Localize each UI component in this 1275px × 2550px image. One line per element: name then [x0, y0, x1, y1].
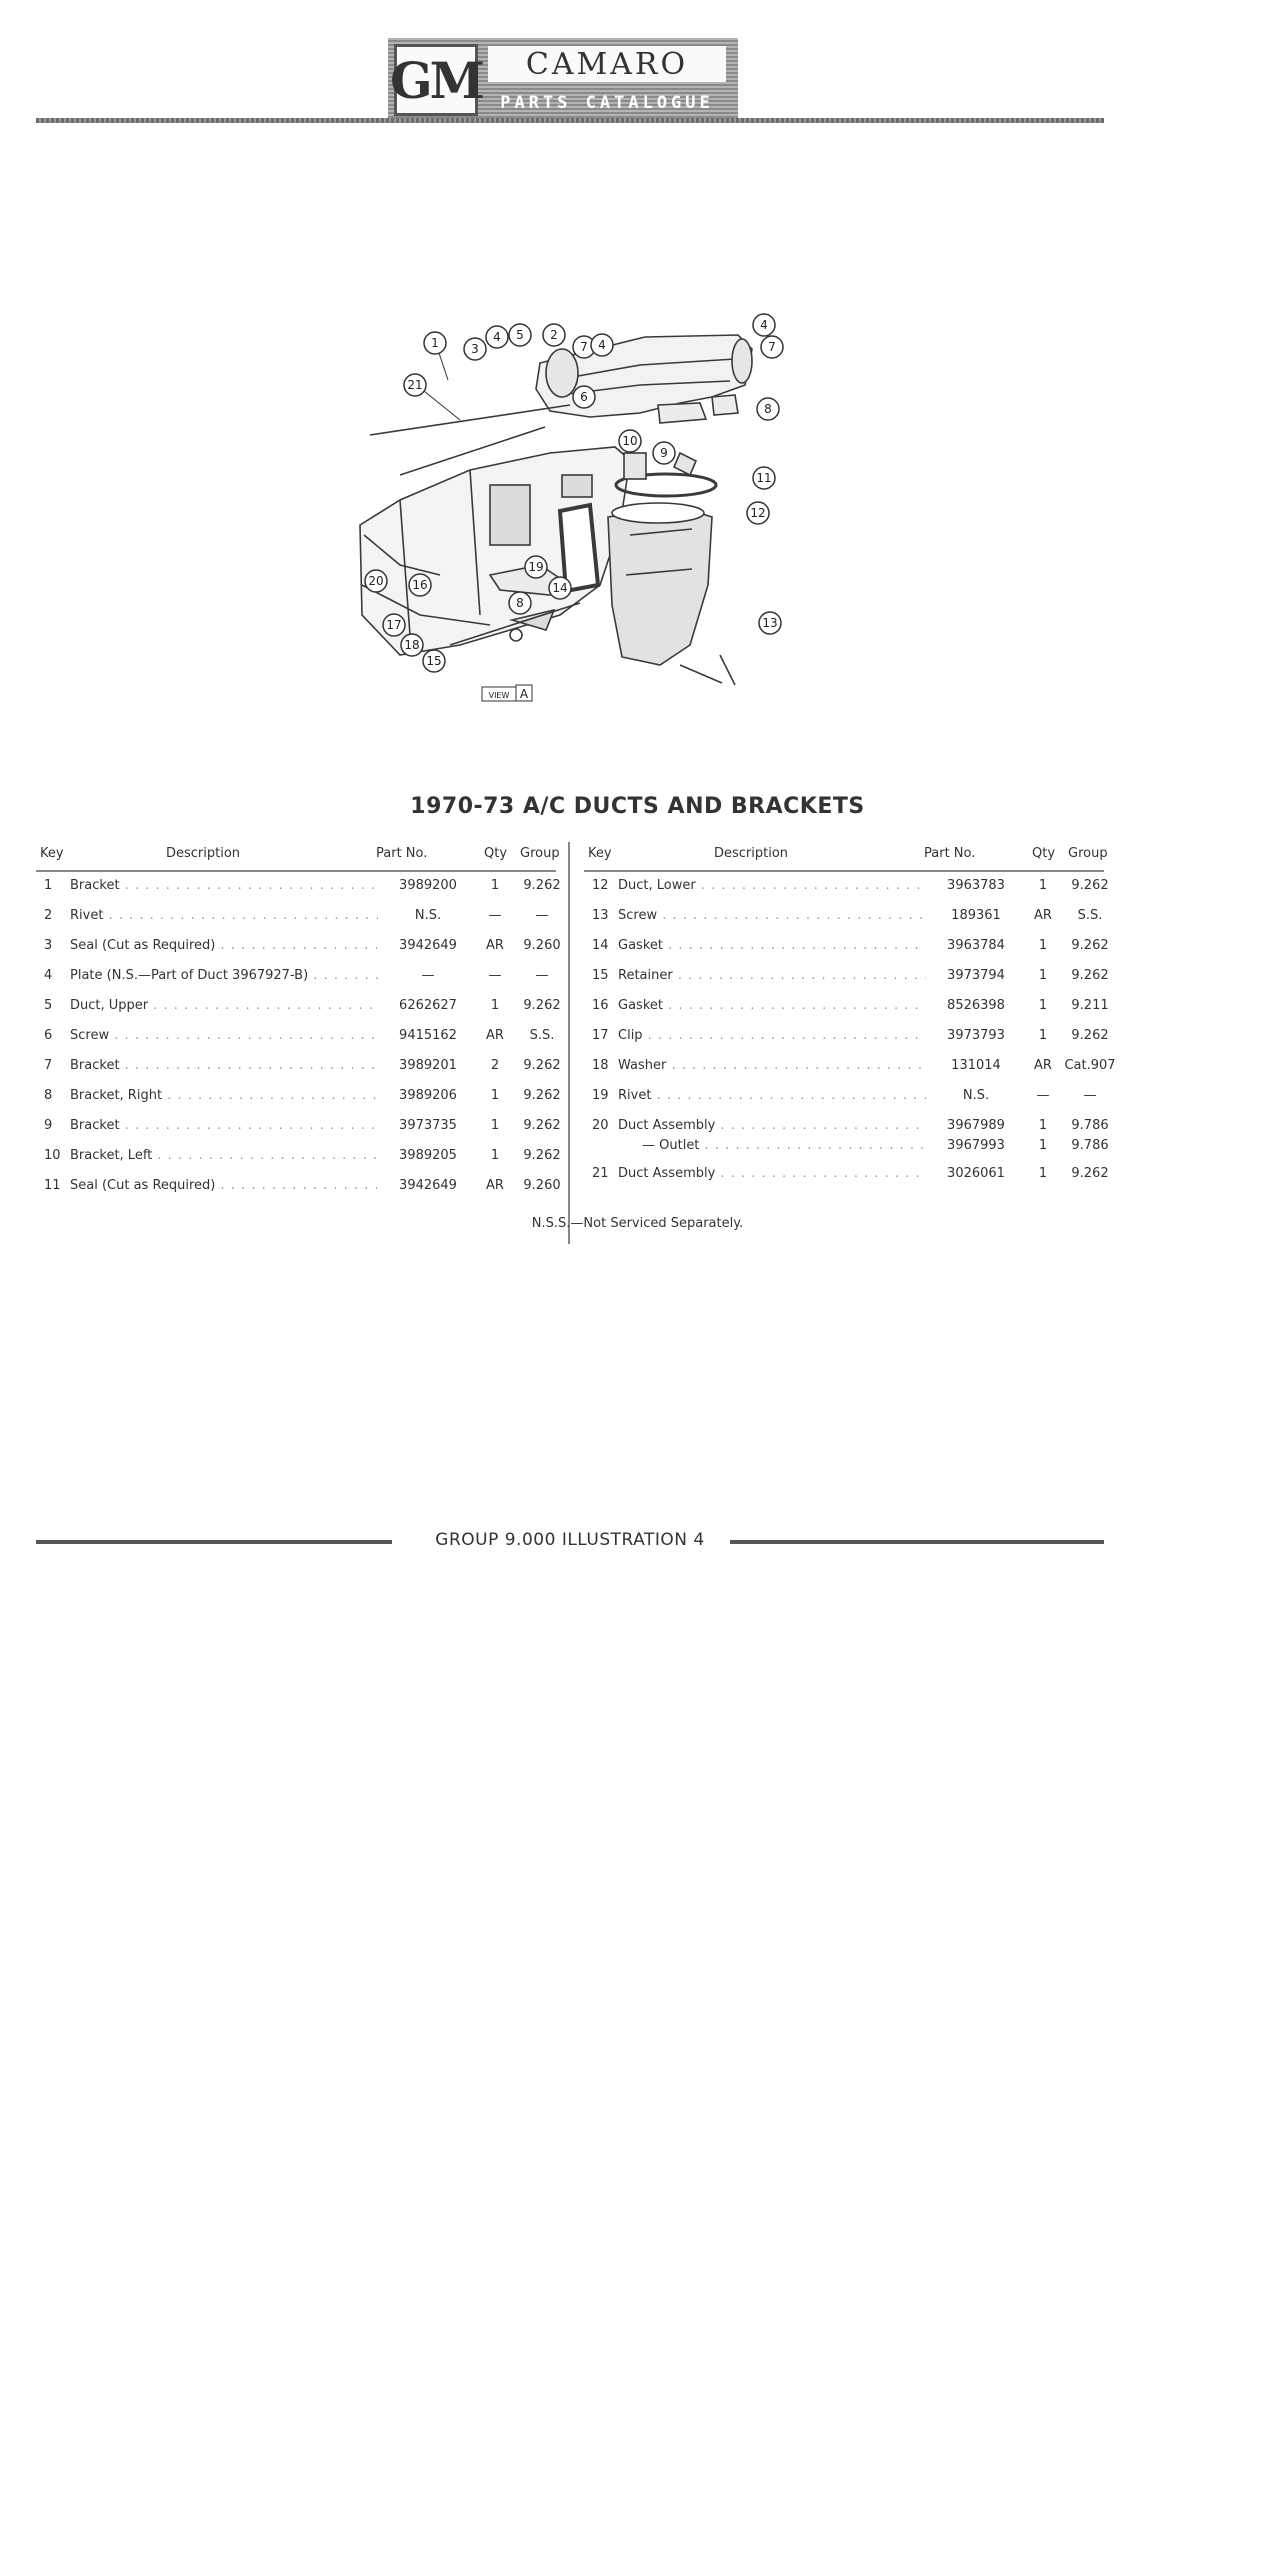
part-qty: 1: [1038, 1118, 1048, 1133]
part-description: Rivet . . .: [618, 1088, 950, 1103]
part-description: Rivet . . .: [70, 908, 402, 923]
part-description: Seal (Cut as Required) . . .: [70, 1178, 402, 1193]
part-number: 3989200: [378, 878, 478, 893]
table-row: [584, 1160, 1109, 1190]
part-qty: 1: [1038, 878, 1048, 893]
header-description: Description: [166, 846, 241, 861]
page-header: [0, 0, 1275, 130]
logo-subtitle: PARTS CATALOGUE: [500, 93, 714, 113]
callout-1: [424, 332, 448, 380]
svg-text:3: 3: [471, 342, 479, 356]
header-group: Group: [1068, 846, 1108, 861]
table-row: [36, 932, 561, 962]
part-description: Duct, Upper . . .: [70, 998, 402, 1013]
part-description: Screw . . .: [70, 1028, 402, 1043]
part-description: Gasket . . .: [618, 998, 950, 1013]
sub-qty: 1: [1038, 1138, 1048, 1153]
part-group: 9.260: [523, 938, 561, 953]
table-row: [36, 1172, 561, 1202]
part-qty: AR: [486, 1028, 504, 1043]
part-description: Duct Assembly . . .: [618, 1166, 950, 1181]
callout-4a: [486, 326, 508, 348]
part-number: 3989201: [378, 1058, 478, 1073]
part-key: 20: [592, 1118, 609, 1133]
callout-8b: [509, 592, 531, 614]
svg-text:4: 4: [598, 338, 606, 352]
part-key: 11: [44, 1178, 61, 1193]
part-key: 10: [44, 1148, 61, 1163]
part-key: 15: [592, 968, 609, 983]
part-group: 9.262: [523, 1148, 561, 1163]
svg-text:8: 8: [516, 596, 524, 610]
part-key: 21: [592, 1166, 609, 1181]
callout-11: [753, 467, 775, 489]
part-number: 131014: [926, 1058, 1026, 1073]
parts-list-left: [36, 872, 561, 1202]
part-description: Seal (Cut as Required) . . .: [70, 938, 402, 953]
part-description: Clip . . .: [618, 1028, 950, 1043]
svg-text:9: 9: [660, 446, 668, 460]
svg-text:19: 19: [528, 560, 544, 574]
part-qty: AR: [486, 938, 504, 953]
part-key: 9: [44, 1118, 53, 1133]
svg-text:VIEW: VIEW: [488, 691, 510, 700]
part-group: —: [535, 968, 549, 983]
callout-18: [401, 634, 423, 656]
part-description: Retainer . . .: [618, 968, 950, 983]
part-number: 3942649: [378, 938, 478, 953]
callout-8a: [757, 398, 779, 420]
part-description: Bracket . . .: [70, 1058, 402, 1073]
part-number: 189361: [926, 908, 1026, 923]
part-number: 3026061: [926, 1166, 1026, 1181]
gm-camaro-logo: [388, 38, 738, 122]
part-qty: 1: [490, 998, 500, 1013]
svg-text:6: 6: [580, 390, 588, 404]
callout-21: [404, 374, 460, 420]
part-qty: —: [1036, 1088, 1050, 1103]
callout-3: [464, 338, 486, 360]
table-row: [584, 932, 1109, 962]
table-row: [36, 992, 561, 1022]
part-key: 4: [44, 968, 53, 983]
callout-15: [423, 650, 445, 672]
svg-text:15: 15: [426, 654, 442, 668]
svg-text:12: 12: [750, 506, 766, 520]
callout-17: [383, 614, 405, 636]
part-key: 7: [44, 1058, 53, 1073]
part-group: S.S.: [529, 1028, 555, 1043]
part-key: 18: [592, 1058, 609, 1073]
parts-diagram-svg: [340, 285, 810, 765]
sub-part-number: 3967993: [926, 1138, 1026, 1153]
part-number: 3942649: [378, 1178, 478, 1193]
part-key: 3: [44, 938, 53, 953]
header-key: Key: [588, 846, 612, 861]
part-group: —: [535, 908, 549, 923]
sub-description: — Outlet . . .: [642, 1138, 936, 1153]
svg-text:14: 14: [552, 581, 568, 595]
table-row: [36, 1112, 561, 1142]
header-part-no: Part No.: [376, 846, 428, 861]
table-row: [36, 1142, 561, 1172]
table-row: [36, 1082, 561, 1112]
footnote: N.S.S.—Not Serviced Separately.: [531, 1216, 744, 1231]
table-row: [36, 902, 556, 932]
part-key: 8: [44, 1088, 53, 1103]
svg-text:A: A: [519, 687, 529, 701]
part-qty: 2: [490, 1058, 500, 1073]
part-group: 9.262: [523, 998, 561, 1013]
table-row: [36, 872, 561, 902]
part-group: 9.262: [523, 1088, 561, 1103]
parts-table-right: [584, 844, 1116, 1190]
part-number: 6262627: [378, 998, 478, 1013]
part-key: 5: [44, 998, 53, 1013]
part-description: Bracket, Left . . .: [70, 1148, 402, 1163]
part-number: 3973735: [378, 1118, 478, 1133]
part-qty: —: [488, 908, 502, 923]
part-qty: 1: [490, 1118, 500, 1133]
part-number: 9415162: [378, 1028, 478, 1043]
part-qty: AR: [486, 1178, 504, 1193]
parts-list-right: [584, 872, 1116, 1190]
part-group: 9.211: [1071, 998, 1109, 1013]
view-a-label: [482, 685, 532, 701]
table-row: [36, 1052, 561, 1082]
part-qty: 1: [1038, 998, 1048, 1013]
gm-logo-mark: GM: [394, 44, 478, 116]
callout-13: [759, 612, 781, 634]
svg-text:11: 11: [756, 471, 772, 485]
part-key: 14: [592, 938, 609, 953]
part-description: Washer . . .: [618, 1058, 950, 1073]
part-group: 9.262: [1071, 938, 1109, 953]
header-qty: Qty: [484, 846, 508, 861]
part-qty: 1: [1038, 968, 1048, 983]
part-description: Plate (N.S.—Part of Duct 3967927-B) . . .: [70, 968, 402, 983]
callout-12: [747, 502, 769, 524]
part-key: 17: [592, 1028, 609, 1043]
callout-16: [409, 574, 431, 596]
svg-text:21: 21: [407, 378, 423, 392]
part-key: 6: [44, 1028, 53, 1043]
part-key: 2: [44, 908, 53, 923]
svg-text:16: 16: [412, 578, 428, 592]
callout-9: [653, 442, 675, 464]
part-group: 9.260: [523, 1178, 561, 1193]
logo-title: CAMARO: [488, 46, 726, 82]
part-group: 9.262: [1071, 968, 1109, 983]
part-qty: 1: [490, 1088, 500, 1103]
callout-20: [365, 570, 387, 592]
part-number: 3967989: [926, 1118, 1026, 1133]
part-qty: 1: [1038, 938, 1048, 953]
part-key: 13: [592, 908, 609, 923]
part-group: 9.262: [523, 1058, 561, 1073]
header-divider: [36, 118, 1104, 123]
part-group: 9.262: [1071, 1028, 1109, 1043]
part-group: 9.262: [1071, 1166, 1109, 1181]
table-row: [36, 962, 556, 992]
part-qty: 1: [1038, 1028, 1048, 1043]
part-number: 8526398: [926, 998, 1026, 1013]
column-divider: [568, 842, 570, 1244]
part-number: 3973794: [926, 968, 1026, 983]
part-number: 3963783: [926, 878, 1026, 893]
part-qty: —: [488, 968, 502, 983]
callout-7b: [761, 336, 783, 358]
part-group: 9.262: [1071, 878, 1109, 893]
part-description: Duct, Lower . . .: [618, 878, 950, 893]
part-group: Cat.907: [1064, 1058, 1116, 1073]
table-row: [584, 1112, 1109, 1160]
part-number: 3973793: [926, 1028, 1026, 1043]
table-row: [584, 1082, 1104, 1112]
parts-table-left: [36, 844, 561, 1202]
svg-text:5: 5: [516, 328, 524, 342]
part-key: 19: [592, 1088, 609, 1103]
part-group: 9.786: [1071, 1118, 1109, 1133]
part-description: Bracket . . .: [70, 878, 402, 893]
part-group: S.S.: [1077, 908, 1103, 923]
part-key: 16: [592, 998, 609, 1013]
page-footer: [36, 1530, 1104, 1554]
part-qty: AR: [1034, 908, 1052, 923]
part-description: Bracket, Right . . .: [70, 1088, 402, 1103]
header-key: Key: [40, 846, 64, 861]
part-group: —: [1083, 1088, 1097, 1103]
part-number: 3989206: [378, 1088, 478, 1103]
part-number: N.S.: [378, 908, 478, 923]
illustration-caption: 1970-73 A/C DUCTS AND BRACKETS: [410, 794, 865, 819]
part-key: 1: [44, 878, 53, 893]
table-row: [584, 962, 1109, 992]
table-row: [584, 1022, 1109, 1052]
svg-text:2: 2: [550, 328, 558, 342]
table-row: [584, 902, 1104, 932]
callout-5: [509, 324, 531, 346]
part-description: Gasket . . .: [618, 938, 950, 953]
table-row: [584, 872, 1109, 902]
header-qty: Qty: [1032, 846, 1056, 861]
svg-text:7: 7: [768, 340, 776, 354]
part-qty: 1: [490, 1148, 500, 1163]
svg-text:8: 8: [764, 402, 772, 416]
part-description: Duct Assembly . . .: [618, 1118, 950, 1133]
footer-text: GROUP 9.000 ILLUSTRATION 4: [435, 1530, 705, 1550]
table-row: [584, 1052, 1116, 1082]
table-header-left: [36, 844, 560, 872]
part-group: 9.262: [523, 878, 561, 893]
callout-10: [619, 430, 641, 452]
callout-6: [573, 386, 595, 408]
callout-4c: [753, 314, 775, 336]
svg-text:18: 18: [404, 638, 420, 652]
table-row: [36, 1022, 556, 1052]
sub-group: 9.786: [1071, 1138, 1109, 1153]
callout-19: [525, 556, 547, 578]
svg-text:20: 20: [368, 574, 384, 588]
svg-text:13: 13: [762, 616, 778, 630]
part-number: 3989205: [378, 1148, 478, 1163]
part-key: 12: [592, 878, 609, 893]
part-qty: 1: [490, 878, 500, 893]
part-qty: AR: [1034, 1058, 1052, 1073]
table-header-right: [584, 844, 1108, 872]
svg-text:10: 10: [622, 434, 638, 448]
header-description: Description: [714, 846, 789, 861]
callout-14: [549, 577, 571, 599]
table-row: [584, 992, 1109, 1022]
svg-text:7: 7: [580, 340, 588, 354]
part-number: N.S.: [926, 1088, 1026, 1103]
callout-2: [543, 324, 565, 346]
part-number: 3963784: [926, 938, 1026, 953]
part-number: —: [378, 968, 478, 983]
svg-text:4: 4: [760, 318, 768, 332]
part-description: Screw . . .: [618, 908, 950, 923]
svg-text:17: 17: [386, 618, 402, 632]
callout-4b: [591, 334, 613, 356]
svg-text:1: 1: [431, 336, 439, 350]
part-group: 9.262: [523, 1118, 561, 1133]
header-group: Group: [520, 846, 560, 861]
svg-text:4: 4: [493, 330, 501, 344]
part-qty: 1: [1038, 1166, 1048, 1181]
header-part-no: Part No.: [924, 846, 976, 861]
part-description: Bracket . . .: [70, 1118, 402, 1133]
exploded-view-illustration: [340, 285, 810, 765]
